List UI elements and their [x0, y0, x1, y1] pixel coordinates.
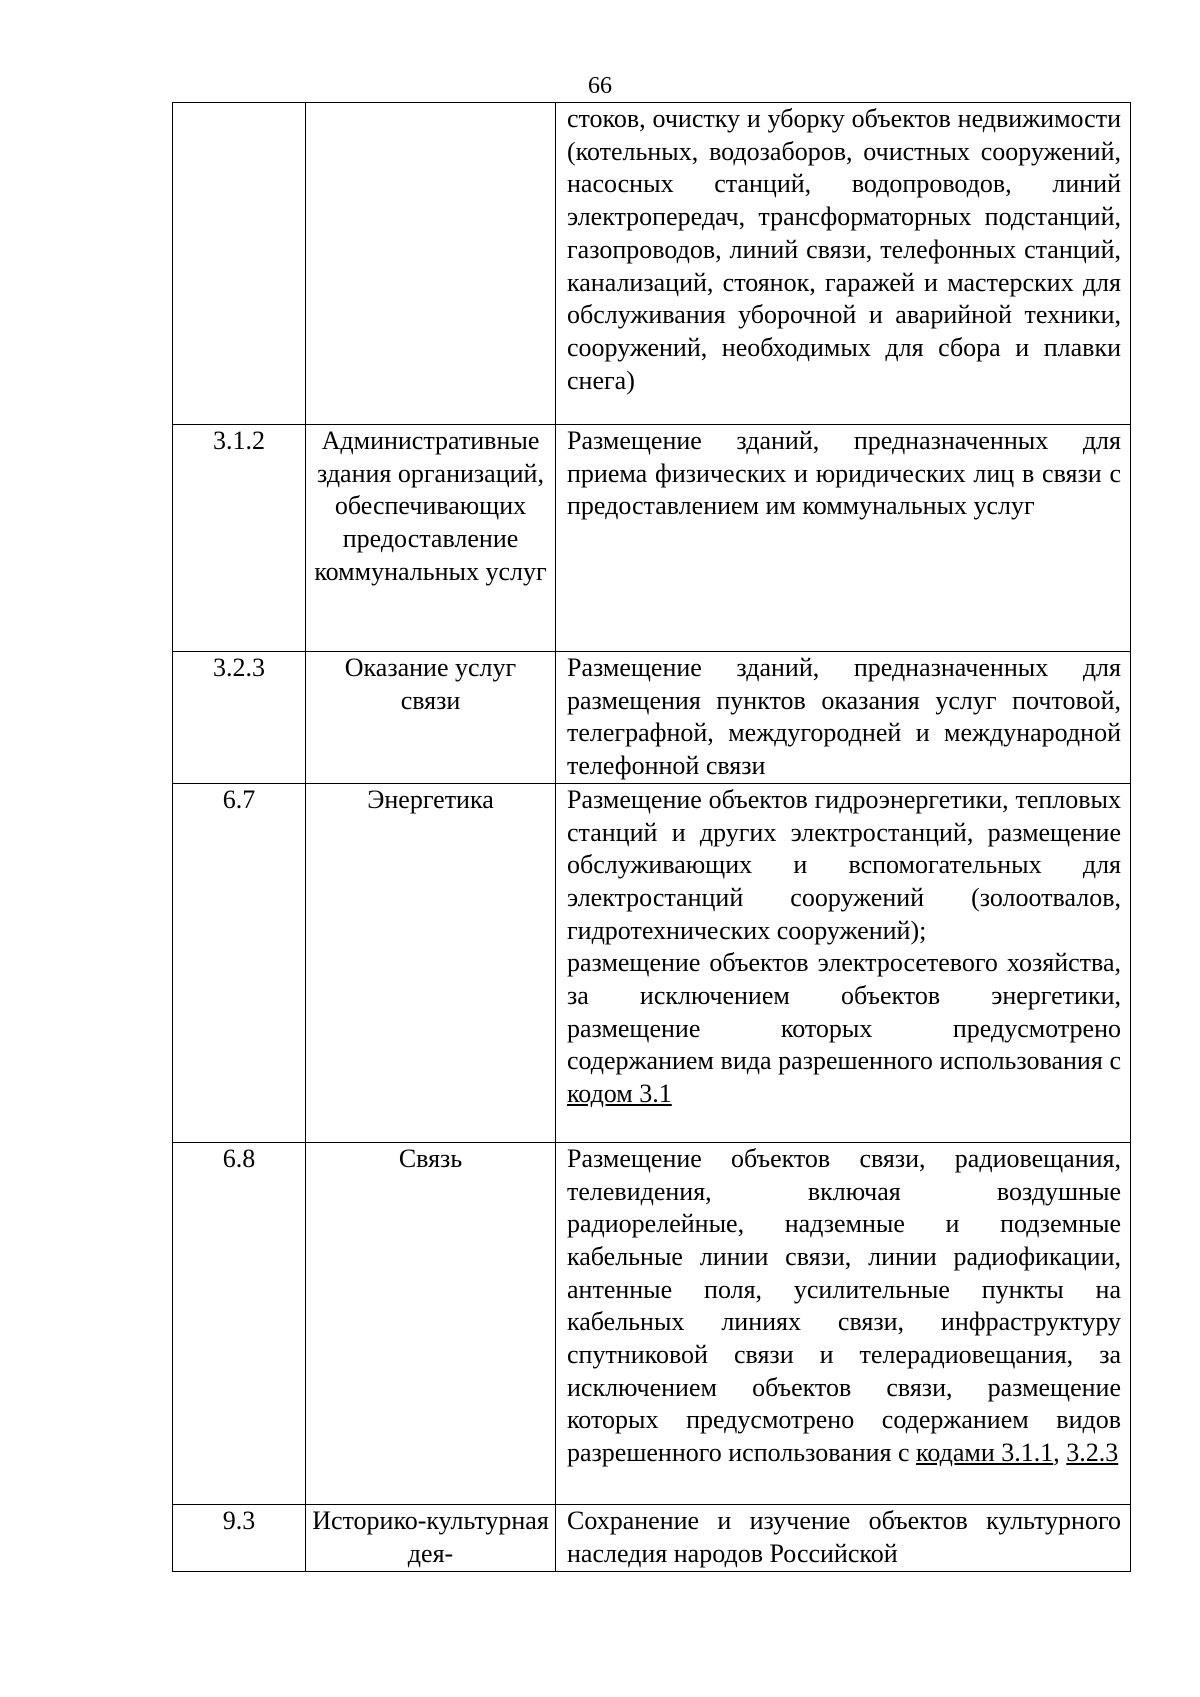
- row-name: [306, 103, 556, 425]
- description-text: стоков, очистку и уборку объектов недвижимости (котельных, водозаборов, очистных сооружений, насосных станций, водопроводов, линий электропередач, трансформаторных подстанций, газопроводов, линий связи, телефонных станций, канализаций, стоянок, гаражей и мастерских для обслуживания уборочной и аварийной техники, сооружений, необходимых для сбора и плавки снега): [567, 104, 1121, 395]
- description-text: Размещение зданий, предназначенных для размещения пунктов оказания услуг почтовой, телеграфной, междугородней и международной телефонной связи: [567, 653, 1121, 781]
- row-name: Историко-культурная дея-: [306, 1504, 556, 1571]
- code-link[interactable]: кодом 3.1: [567, 1079, 672, 1109]
- link-separator: ,: [1053, 1438, 1067, 1468]
- row-description: [556, 103, 1131, 425]
- description-text: Размещение зданий, предназначенных для приема физических и юридических лиц в связи с предоставлением им коммунальных услуг: [567, 426, 1121, 521]
- row-name: Оказание услуг связи: [306, 652, 556, 784]
- description-text: Размещение объектов гидроэнергетики, тепловых станций и других электростанций, размещение обслуживающих и вспомогательных для электростанций сооружений (золоотвалов, гидротехнических сооружений);: [567, 784, 1121, 945]
- row-code: 3.2.3: [173, 652, 306, 784]
- row-description: [556, 652, 1131, 784]
- row-code: 6.7: [173, 783, 306, 1142]
- row-description: [556, 1504, 1131, 1571]
- table-row: [173, 1142, 1131, 1504]
- table-row: [173, 1504, 1131, 1571]
- row-name: Административные здания организаций, обеспечивающих предоставление коммунальных услуг: [306, 425, 556, 652]
- page-number: 66: [588, 73, 612, 99]
- row-name: Связь: [306, 1142, 556, 1504]
- table-row: [173, 103, 1131, 425]
- description-text: [567, 1143, 1121, 1470]
- row-name: Энергетика: [306, 783, 556, 1142]
- description-text-part: Размещение объектов связи, радиовещания, телевидения, включая воздушные радиорелейные, надземные и подземные кабельные линии связи, линии радиофикации, антенные поля, усилительные пункты на кабельных линиях связи, инфраструктуру спутниковой связи и телерадиовещания, за исключением объектов связи, размещение которых предусмотрено содержанием видов разрешенного использования с: [567, 1143, 1121, 1468]
- table-row: [173, 783, 1131, 1142]
- land-use-table: [172, 102, 1131, 1572]
- row-code: 6.8: [173, 1142, 306, 1504]
- row-description: [556, 425, 1131, 652]
- code-link[interactable]: 3.2.3: [1066, 1438, 1119, 1468]
- description-text: [567, 947, 1121, 1111]
- row-code: 3.1.2: [173, 425, 306, 652]
- table-row: [173, 652, 1131, 784]
- table-row: [173, 425, 1131, 652]
- description-text-part: размещение объектов электросетевого хозяйства, за исключением объектов энергетики, размещение которых предусмотрено содержанием вида разрешенного использования с: [567, 948, 1121, 1076]
- row-description: [556, 1142, 1131, 1504]
- row-code: [173, 103, 306, 425]
- description-text: Сохранение и изучение объектов культурного наследия народов Российской: [567, 1505, 1121, 1568]
- code-link[interactable]: кодами 3.1.1: [916, 1438, 1054, 1468]
- row-description: [556, 783, 1131, 1142]
- row-code: 9.3: [173, 1504, 306, 1571]
